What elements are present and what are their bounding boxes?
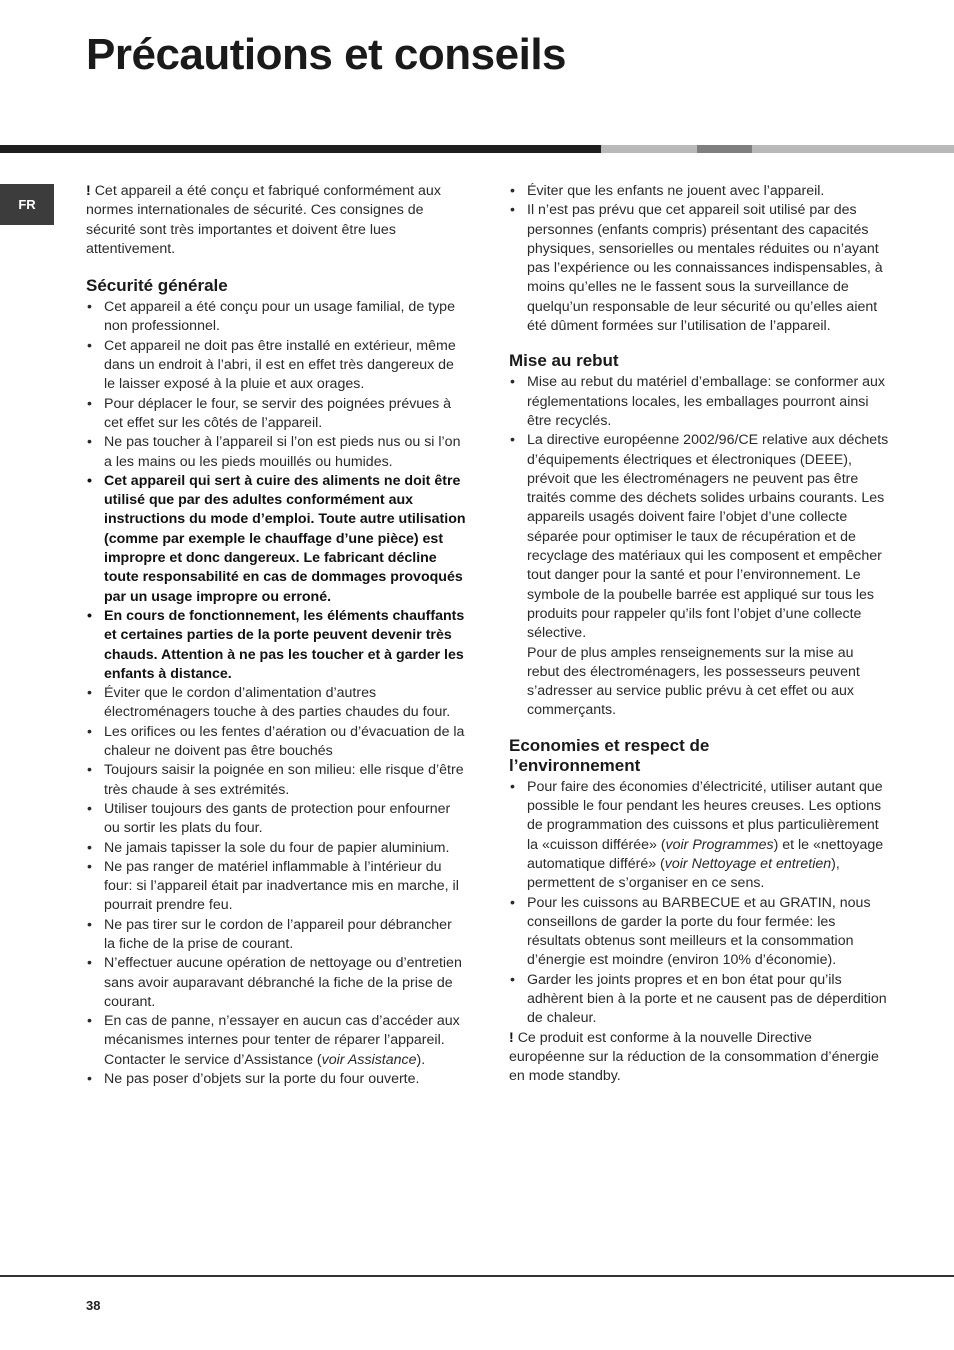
footer-rule (0, 1275, 954, 1277)
list-item: • Ne pas ranger de matériel inflammable à l’intérieur du four: si l’appareil était par inadvertance mis en marche, il pourrait prendre feu. (86, 858, 466, 916)
warning-mark: ! (509, 1029, 514, 1046)
right-column (509, 182, 889, 1086)
final-note (509, 1029, 889, 1087)
section-title-economies (509, 736, 889, 776)
language-tab: FR (0, 184, 54, 225)
cross-reference: voir Nettoyage et entretien (664, 855, 832, 872)
disposal-list (509, 373, 889, 720)
item-text: Pour faire des économies d’électricité, utiliser autant que possible le four pendant les heures creuses. Les options de programmation des cuissons et plus particulièrement la «cuisson différée» ( (527, 778, 883, 853)
list-item: • Il n’est pas prévu que cet appareil soit utilisé par des personnes (enfants compris) présentant des capacités physiques, sensorielles ou mentales réduites ou n’ayant pas l’expérience ou les connaissances indispensables, à moins qu’elles ne le fassent sous la surveillance de quelqu’un responsable de leur sécurité ou qu’elles aient été dûment formées sur l’utilisation de l’appareil. (509, 201, 889, 336)
list-item: • Éviter que le cordon d’alimentation d’autres électroménagers touche à des parties chaudes du four. (86, 684, 466, 723)
title-line: Economies et respect de (509, 735, 710, 755)
intro-paragraph (86, 182, 466, 259)
warning-mark: ! (86, 183, 91, 199)
item-text: ). (416, 1051, 426, 1068)
list-item-warning: • En cours de fonctionnement, les éléments chauffants et certaines parties de la porte peuvent devenir très chauds. Attention à ne pas les toucher et à garder les enfants à distance. (86, 607, 466, 684)
list-item: • Utiliser toujours des gants de protection pour enfourner ou sortir les plats du four. (86, 800, 466, 839)
header-band-light-end (752, 145, 954, 153)
list-item-warning: • Cet appareil qui sert à cuire des aliments ne doit être utilisé que par des adultes conformément aux instructions du mode d’emploi. Toute autre utilisation (comme par exemple le chauffage d’une pièce) est impropre et donc dangereux. Le fabricant décline toute responsabilité en cas de dommages provoqués par un usage impropre ou erroné. (86, 472, 466, 607)
list-item: • Mise au rebut du matériel d’emballage: se conformer aux réglementations locales, les emballages pourront ainsi être recyclés. (509, 373, 889, 431)
list-item: • Pour les cuissons au BARBECUE et au GRATIN, nous conseillons de garder la porte du four fermée: les résultats obtenus sont meilleurs et la consommation d’énergie est moindre (environ 10% d’économie). (509, 894, 889, 971)
cross-reference: voir Programmes (665, 836, 774, 853)
list-item (86, 1012, 466, 1070)
page-title: Précautions et conseils (86, 30, 567, 79)
economy-list (509, 778, 889, 1029)
cross-reference: voir Assistance (321, 1051, 417, 1068)
safety-list-continued (509, 182, 889, 336)
intro-text: Cet appareil a été conçu et fabriqué conformément aux normes internationales de sécurité. Ces consignes de sécurité sont très importantes et doivent être lues attentivement. (86, 183, 441, 257)
list-item: • Cet appareil a été conçu pour un usage familial, de type non professionnel. (86, 298, 466, 337)
list-item: • Ne pas tirer sur le cordon de l’appareil pour débrancher la fiche de la prise de courant. (86, 916, 466, 955)
section-title-rebut: Mise au rebut (509, 351, 619, 371)
list-item (509, 778, 889, 894)
page-number: 38 (86, 1298, 101, 1313)
header-band-light (601, 145, 697, 153)
list-item: • Éviter que les enfants ne jouent avec l’appareil. (509, 182, 889, 201)
item-text: La directive européenne 2002/96/CE relative aux déchets d’équipements électriques et électroniques (DEEE), prévoit que les électroménagers ne peuvent pas être traités comme des déchets solides urbains courants. Les appareils usagés doivent faire l’objet d’une collecte séparée pour optimiser le taux de récupération et de recyclage des matériaux qui les composent et empêcher tout danger pour la santé et pour l’environnement. Le symbole de la poubelle barrée est appliqué sur tous les produits pour rappeler qu’ils font l’objet d’une collecte sélective. (527, 432, 889, 642)
section-title-securite: Sécurité générale (86, 276, 228, 296)
list-item: • N’effectuer aucune opération de nettoyage ou d’entretien sans avoir auparavant débranché la fiche de la prise de courant. (86, 954, 466, 1012)
list-item: • Ne pas toucher à l’appareil si l’on est pieds nus ou si l’on a les mains ou les pieds mouillés ou humides. (86, 433, 466, 472)
list-item: • Ne pas poser d’objets sur la porte du four ouverte. (86, 1070, 466, 1089)
list-item: • Ne jamais tapisser la sole du four de papier aluminium. (86, 839, 466, 858)
item-text: ), permettent de s’organiser en ce sens. (527, 855, 840, 892)
header-band-mid (697, 145, 752, 153)
item-text-continued: Pour de plus amples renseignements sur la mise au rebut des électroménagers, les possesseurs peuvent s’adresser au service public prévu à cet effet ou aux commerçants. (527, 644, 860, 719)
title-line: l’environnement (509, 755, 641, 775)
item-text: ) et le «nettoyage automatique différé» ( (527, 836, 884, 872)
header-band-dark (0, 145, 601, 153)
left-column (86, 182, 466, 1089)
list-item (509, 431, 889, 720)
list-item: • Pour déplacer le four, se servir des poignées prévues à cet effet sur les côtés de l’appareil. (86, 395, 466, 434)
final-note-text: Ce produit est conforme à la nouvelle Directive européenne sur la réduction de la consommation d’énergie en mode standby. (509, 1029, 879, 1085)
list-item: • Toujours saisir la poignée en son milieu: elle risque d’être très chaude à ses extrémités. (86, 761, 466, 800)
list-item: • Garder les joints propres et en bon état pour qu’ils adhèrent bien à la porte et ne causent pas de déperdition de chaleur. (509, 971, 889, 1029)
item-text: En cas de panne, n’essayer en aucun cas d’accéder aux mécanismes internes pour tenter de réparer l’appareil. Contacter le service d’Assistance ( (104, 1013, 460, 1068)
list-item: • Cet appareil ne doit pas être installé en extérieur, même dans un endroit à l’abri, il est en effet très dangereux de le laisser exposé à la pluie et aux orages. (86, 337, 466, 395)
list-item: • Les orifices ou les fentes d’aération ou d’évacuation de la chaleur ne doivent pas être bouchés (86, 723, 466, 762)
safety-list (86, 298, 466, 1089)
